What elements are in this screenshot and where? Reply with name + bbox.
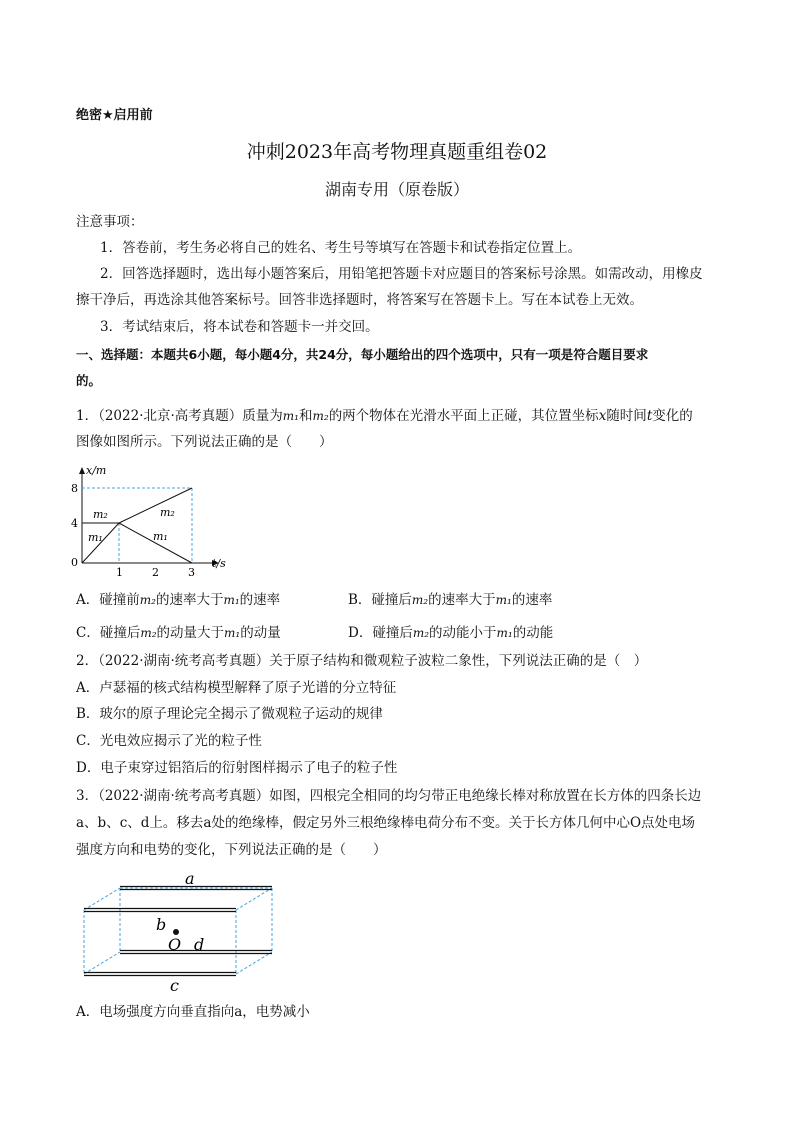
q1-stem [76,406,693,426]
label-o: O [168,935,182,954]
var-m1: m₁ [223,593,240,607]
q3-option-a: A．电场强度方向垂直指向a，电势减小 [76,1004,310,1020]
var-m1: m₁ [224,626,241,640]
option-text: A．碰撞前 [76,592,140,608]
option-text: C．碰撞后 [76,625,141,641]
y-tick-4: 4 [71,517,78,530]
var-m1: m₁ [282,409,299,423]
q1-stem-text: 变化的 [652,408,693,424]
option-text: 的动量 [240,625,281,641]
q2-option-b: B．玻尔的原子理论完全揭示了微观粒子运动的规律 [76,706,383,722]
q1-xt-graph [66,460,236,580]
var-m1: m₁ [495,593,512,607]
cuboid-edge-depth [84,888,120,910]
q1-option-c [76,623,281,643]
confidential-mark: 绝密★启用前 [76,108,153,123]
q2-stem: 2．（2022·湖南·统考高考真题）关于原子结构和微观粒子波粒二象性，下列说法正确的是（ ） [76,653,648,669]
q2-option-c: C．光电效应揭示了光的粒子性 [76,733,262,749]
q1-stem-text: 随时间 [606,408,647,424]
var-t: t [646,408,653,424]
cuboid-edge-depth [84,952,120,974]
q3-stem-line2: a、b、c、d上。移去a处的绝缘棒，假定另外三根绝缘棒电荷分布不变。关于长方体几何中心O点处电场 [76,815,696,831]
page-title: 冲刺2023年高考物理真题重组卷02 [246,141,548,163]
cuboid-edge-depth [236,888,272,910]
var-m1: m₁ [496,626,513,640]
q1-option-d [348,623,553,643]
y-tick-8: 8 [71,482,78,495]
m1-after-line [119,523,192,563]
var-m2: m₂ [411,593,429,607]
rod-b [84,909,236,912]
notice-heading: 注意事项： [76,214,144,230]
var-m2: m₂ [412,626,430,640]
option-text: B．碰撞后 [348,592,412,608]
label-m1-before: m₁ [88,531,103,544]
label-d: d [194,935,205,954]
notice-item-2-cont: 擦干净后，再选涂其他答案标号。回答非选择题时，将答案写在答题卡上。写在本试卷上无效。 [76,292,643,308]
label-c: c [170,976,179,995]
label-m2-after: m₂ [160,506,175,519]
q1-stem-text: 和 [298,408,313,424]
option-text: 的速率 [511,592,553,608]
q3-stem-line1: 3．（2022·湖南·统考高考真题）如图，四根完全相同的均匀带正电绝缘长棒对称放置在长方体的四条长边 [76,788,702,804]
notice-item-3: 3．考试结束后，将本试卷和答题卡一并交回。 [100,319,379,335]
q3-stem-line3: 强度方向和电势的变化，下列说法正确的是（ ） [76,842,387,858]
option-text: 的速率大于 [428,592,496,608]
q3-cuboid-figure [76,868,286,996]
option-text: 的速率 [239,592,281,608]
page-subtitle: 湖南专用（原卷版） [324,180,469,199]
x-tick-1: 1 [116,566,123,579]
q1-stem-text: 1．（2022·北京·高考真题）质量为 [76,408,283,424]
option-text: 的动能 [512,625,554,641]
x-tick-2: 2 [152,566,159,579]
label-b: b [156,915,167,934]
y-axis-label: x/m [86,464,107,477]
option-text: D．碰撞后 [348,625,413,641]
q1-option-b [348,590,552,610]
q2-option-d: D．电子束穿过铝箔后的衍射图样揭示了电子的粒子性 [76,760,398,776]
m2-after-line [119,488,192,523]
option-text: 的动能小于 [429,625,497,641]
option-text: 的速率大于 [155,592,224,608]
var-m2: m₂ [312,409,329,423]
label-a: a [185,869,195,888]
rod-c [84,973,236,976]
q1-option-a [76,590,280,610]
section-heading: 一、选择题：本题共6小题，每小题4分，共24分，每小题给出的四个选项中，只有一项是符合题目要求 [76,347,649,362]
origin-label: 0 [71,556,78,569]
cuboid-edge-depth [236,952,272,974]
notice-item-1: 1．答卷前，考生务必将自己的姓名、考生号等填写在答题卡和试卷指定位置上。 [100,240,582,256]
option-text: 的动量大于 [156,625,225,641]
label-m2-before: m₂ [93,508,108,521]
section-heading-cont: 的。 [76,373,102,388]
label-m1-after: m₁ [153,530,168,543]
var-x: x [598,408,607,424]
var-m2: m₂ [139,593,156,607]
var-m2: m₂ [140,626,157,640]
q1-stem-line2: 图像如图所示。下列说法正确的是（ ） [76,434,333,450]
q2-option-a: A．卢瑟福的核式结构模型解释了原子光谱的分立特征 [76,680,397,696]
notice-item-2: 2．回答选择题时，选出每小题答案后，用铅笔把答题卡对应题目的答案标号涂黑。如需改动，用橡皮 [100,266,703,282]
x-tick-3: 3 [188,566,195,579]
x-axis-label: t/s [212,557,226,570]
q1-stem-text: 的两个物体在光滑水平面上正碰，其位置坐标 [328,408,599,424]
